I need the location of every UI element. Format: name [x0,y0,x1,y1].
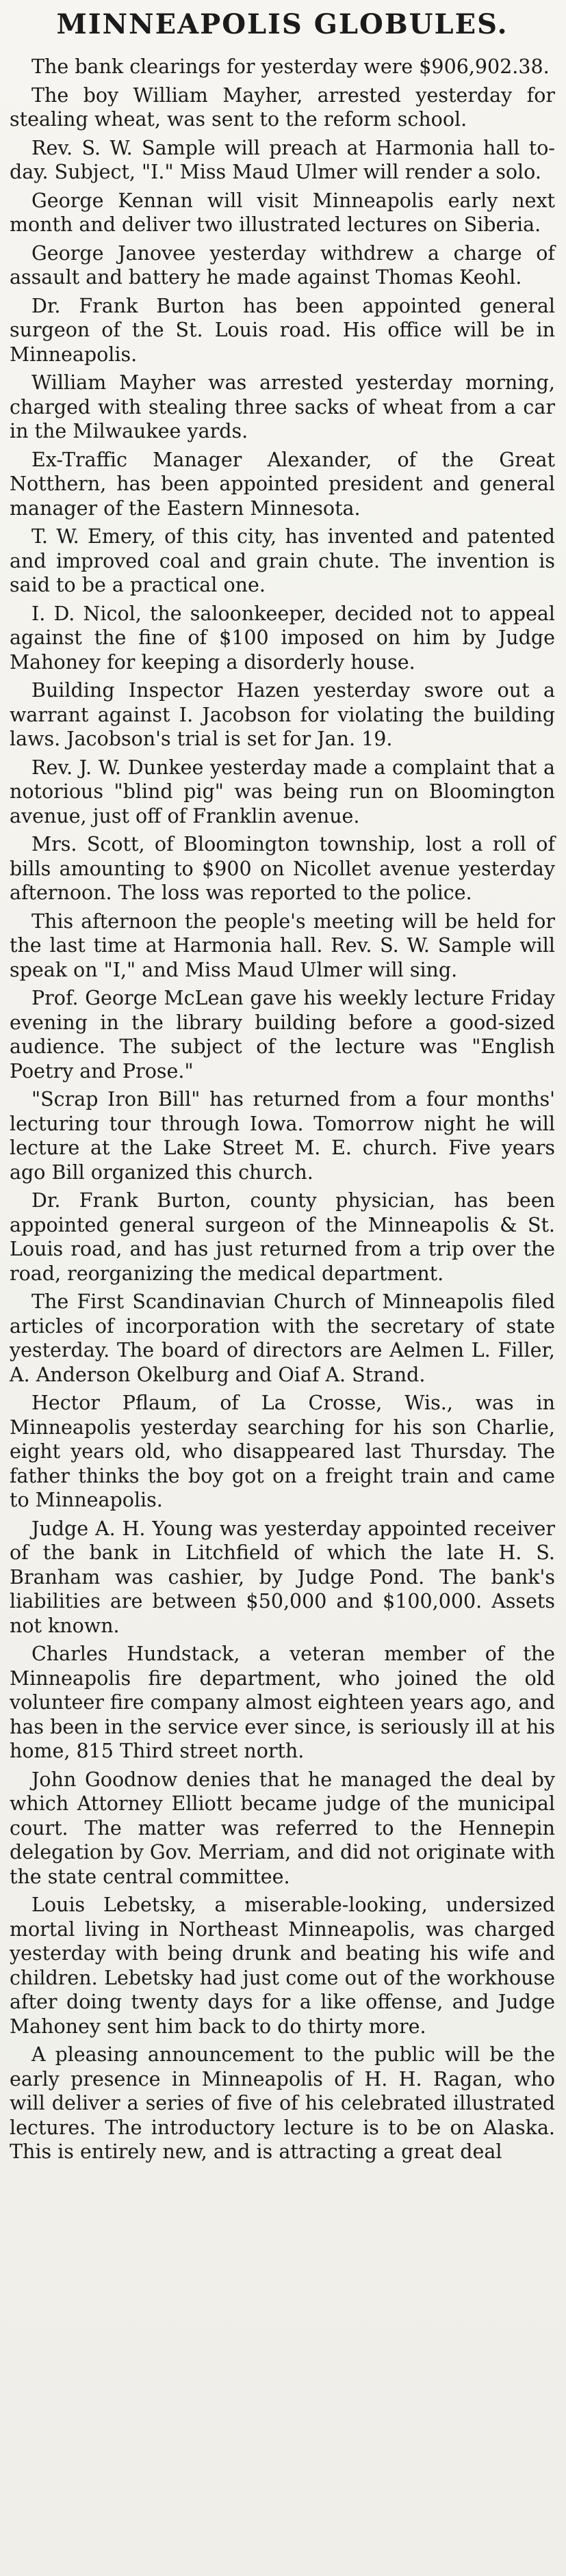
news-item: George Janovee yesterday withdrew a charge of assault and battery he made against Thomas Keohl. [10,241,555,289]
news-item: William Mayher was arrested yesterday morning, charged with stealing three sacks of wheat from a car in the Milwaukee yards. [10,371,555,442]
news-item: The First Scandinavian Church of Minneapolis filed articles of incorporation with the secretary of state yesterday. The board of directors are Aelmen L. Filler, A. Anderson Okelburg and Oiaf A. Strand. [10,1290,555,1386]
news-item: Rev. J. W. Dunkee yesterday made a complaint that a notorious "blind pig" was being run on Bloomington avenue, just off of Franklin avenue. [10,756,555,827]
news-item: John Goodnow denies that he managed the deal by which Attorney Elliott became judge of the municipal court. The matter was referred to the Hennepin delegation by Gov. Merriam, and did not originate with the state central committee. [10,1768,555,1888]
news-item: A pleasing announcement to the public will be the early presence in Minneapolis of H. H. Ragan, who will deliver a series of five of his celebrated illustrated lectures. The introductory lecture is to be on Alaska. This is entirely new, and is attracting a great deal [10,2043,555,2163]
news-items [10,55,555,2168]
news-item: Louis Lebetsky, a miserable-looking, undersized mortal living in Northeast Minneapolis, was charged yesterday with being drunk and beating his wife and children. Lebetsky had just come out of the workhouse after doing twenty days for a like offense, and Judge Mahoney sent him back to do thirty more. [10,1894,555,2038]
news-item: Rev. S. W. Sample will preach at Harmonia hall to-day. Subject, "I." Miss Maud Ulmer will render a solo. [10,136,555,183]
news-item: Dr. Frank Burton, county physician, has been appointed general surgeon of the Minneapolis & St. Louis road, and has just returned from a trip over the road, reorganizing the medical department. [10,1189,555,1285]
news-item: T. W. Emery, of this city, has invented and patented and improved coal and grain chute. The invention is said to be a practical one. [10,525,555,596]
news-item: Judge A. H. Young was yesterday appointed receiver of the bank in Litchfield of which the late H. S. Branham was cashier, by Judge Pond. The bank's liabilities are between $50,000 and $100,000. Assets not known. [10,1517,555,1637]
news-item: I. D. Nicol, the saloonkeeper, decided not to appeal against the fine of $100 imposed on him by Judge Mahoney for keeping a disorderly house. [10,602,555,674]
news-item: Mrs. Scott, of Bloomington township, lost a roll of bills amounting to $900 on Nicollet avenue yesterday afternoon. The loss was reported to the police. [10,833,555,904]
news-item: Ex-Traffic Manager Alexander, of the Great Notthern, has been appointed president and general manager of the Eastern Minnesota. [10,448,555,520]
news-item: "Scrap Iron Bill" has returned from a four months' lecturing tour through Iowa. Tomorrow night he will lecture at the Lake Street M. E. church. Five years ago Bill organized this church. [10,1088,555,1184]
news-item: George Kennan will visit Minneapolis early next month and deliver two illustrated lectures on Siberia. [10,189,555,236]
news-item: Prof. George McLean gave his weekly lecture Friday evening in the library building before a good-sized audience. The subject of the lecture was "English Poetry and Prose." [10,987,555,1083]
news-item: Dr. Frank Burton has been appointed general surgeon of the St. Louis road. His office will be in Minneapolis. [10,294,555,366]
news-item: Building Inspector Hazen yesterday swore out a warrant against I. Jacobson for violating the building laws. Jacobson's trial is set for Jan. 19. [10,679,555,750]
news-item: The boy William Mayher, arrested yesterday for stealing wheat, was sent to the reform school. [10,83,555,131]
news-item: Charles Hundstack, a veteran member of the Minneapolis fire department, who joined the old volunteer fire company almost eighteen years ago, and has been in the service ever since, is seriously ill at his home, 815 Third street north. [10,1643,555,1762]
news-item: This afternoon the people's meeting will be held for the last time at Harmonia hall. Rev. S. W. Sample will speak on "I," and Miss Maud Ulmer will sing. [10,909,555,981]
headline: MINNEAPOLIS GLOBULES. [56,8,509,40]
news-item: The bank clearings for yesterday were $906,902.38. [31,55,550,78]
news-item: Hector Pflaum, of La Crosse, Wis., was in Minneapolis yesterday searching for his son Charlie, eight years old, who disappeared last Thursday. The father thinks the boy got on a freight train and came to Minneapolis. [10,1392,555,1511]
